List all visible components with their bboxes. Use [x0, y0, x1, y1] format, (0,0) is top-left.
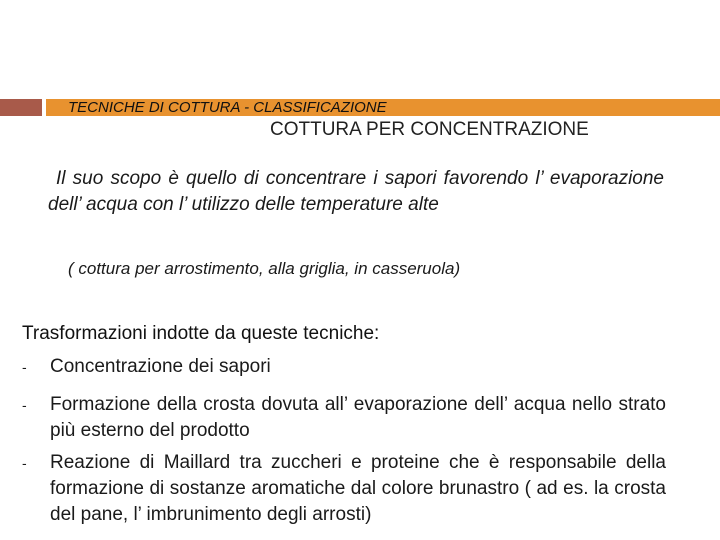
slide-subtitle: COTTURA PER CONCENTRAZIONE — [270, 119, 589, 140]
intro-paragraph — [48, 166, 664, 218]
header-accent-left — [0, 99, 42, 116]
bullet-dash: - — [22, 455, 27, 471]
intro-text: Il suo scopo è quello di concentrare i sapori favorendo l’ evaporazione dell’ acqua con l’ utilizzo delle temperature alte — [48, 168, 664, 215]
list-item — [22, 392, 666, 444]
bullet-dash: - — [22, 397, 27, 413]
list-item — [22, 354, 666, 380]
list-item-text: Concentrazione dei sapori — [50, 356, 271, 377]
slide-header-title: TECNICHE DI COTTURA - CLASSIFICAZIONE — [68, 99, 387, 116]
list-heading: Trasformazioni indotte da queste tecniche: — [22, 323, 380, 344]
list-item-text: Formazione della crosta dovuta all’ evaporazione dell’ acqua nello strato più esterno del prodotto — [50, 394, 666, 441]
examples-text: ( cottura per arrostimento, alla griglia, in casseruola) — [68, 259, 461, 278]
transformations-list — [22, 354, 666, 528]
list-item — [22, 450, 666, 528]
list-item-text: Reazione di Maillard tra zuccheri e proteine che è responsabile della formazione di sostanze aromatiche dal colore brunastro ( ad es. la crosta del pane, l’ imbrunimento degli arrosti) — [50, 452, 666, 525]
bullet-dash: - — [22, 359, 27, 375]
